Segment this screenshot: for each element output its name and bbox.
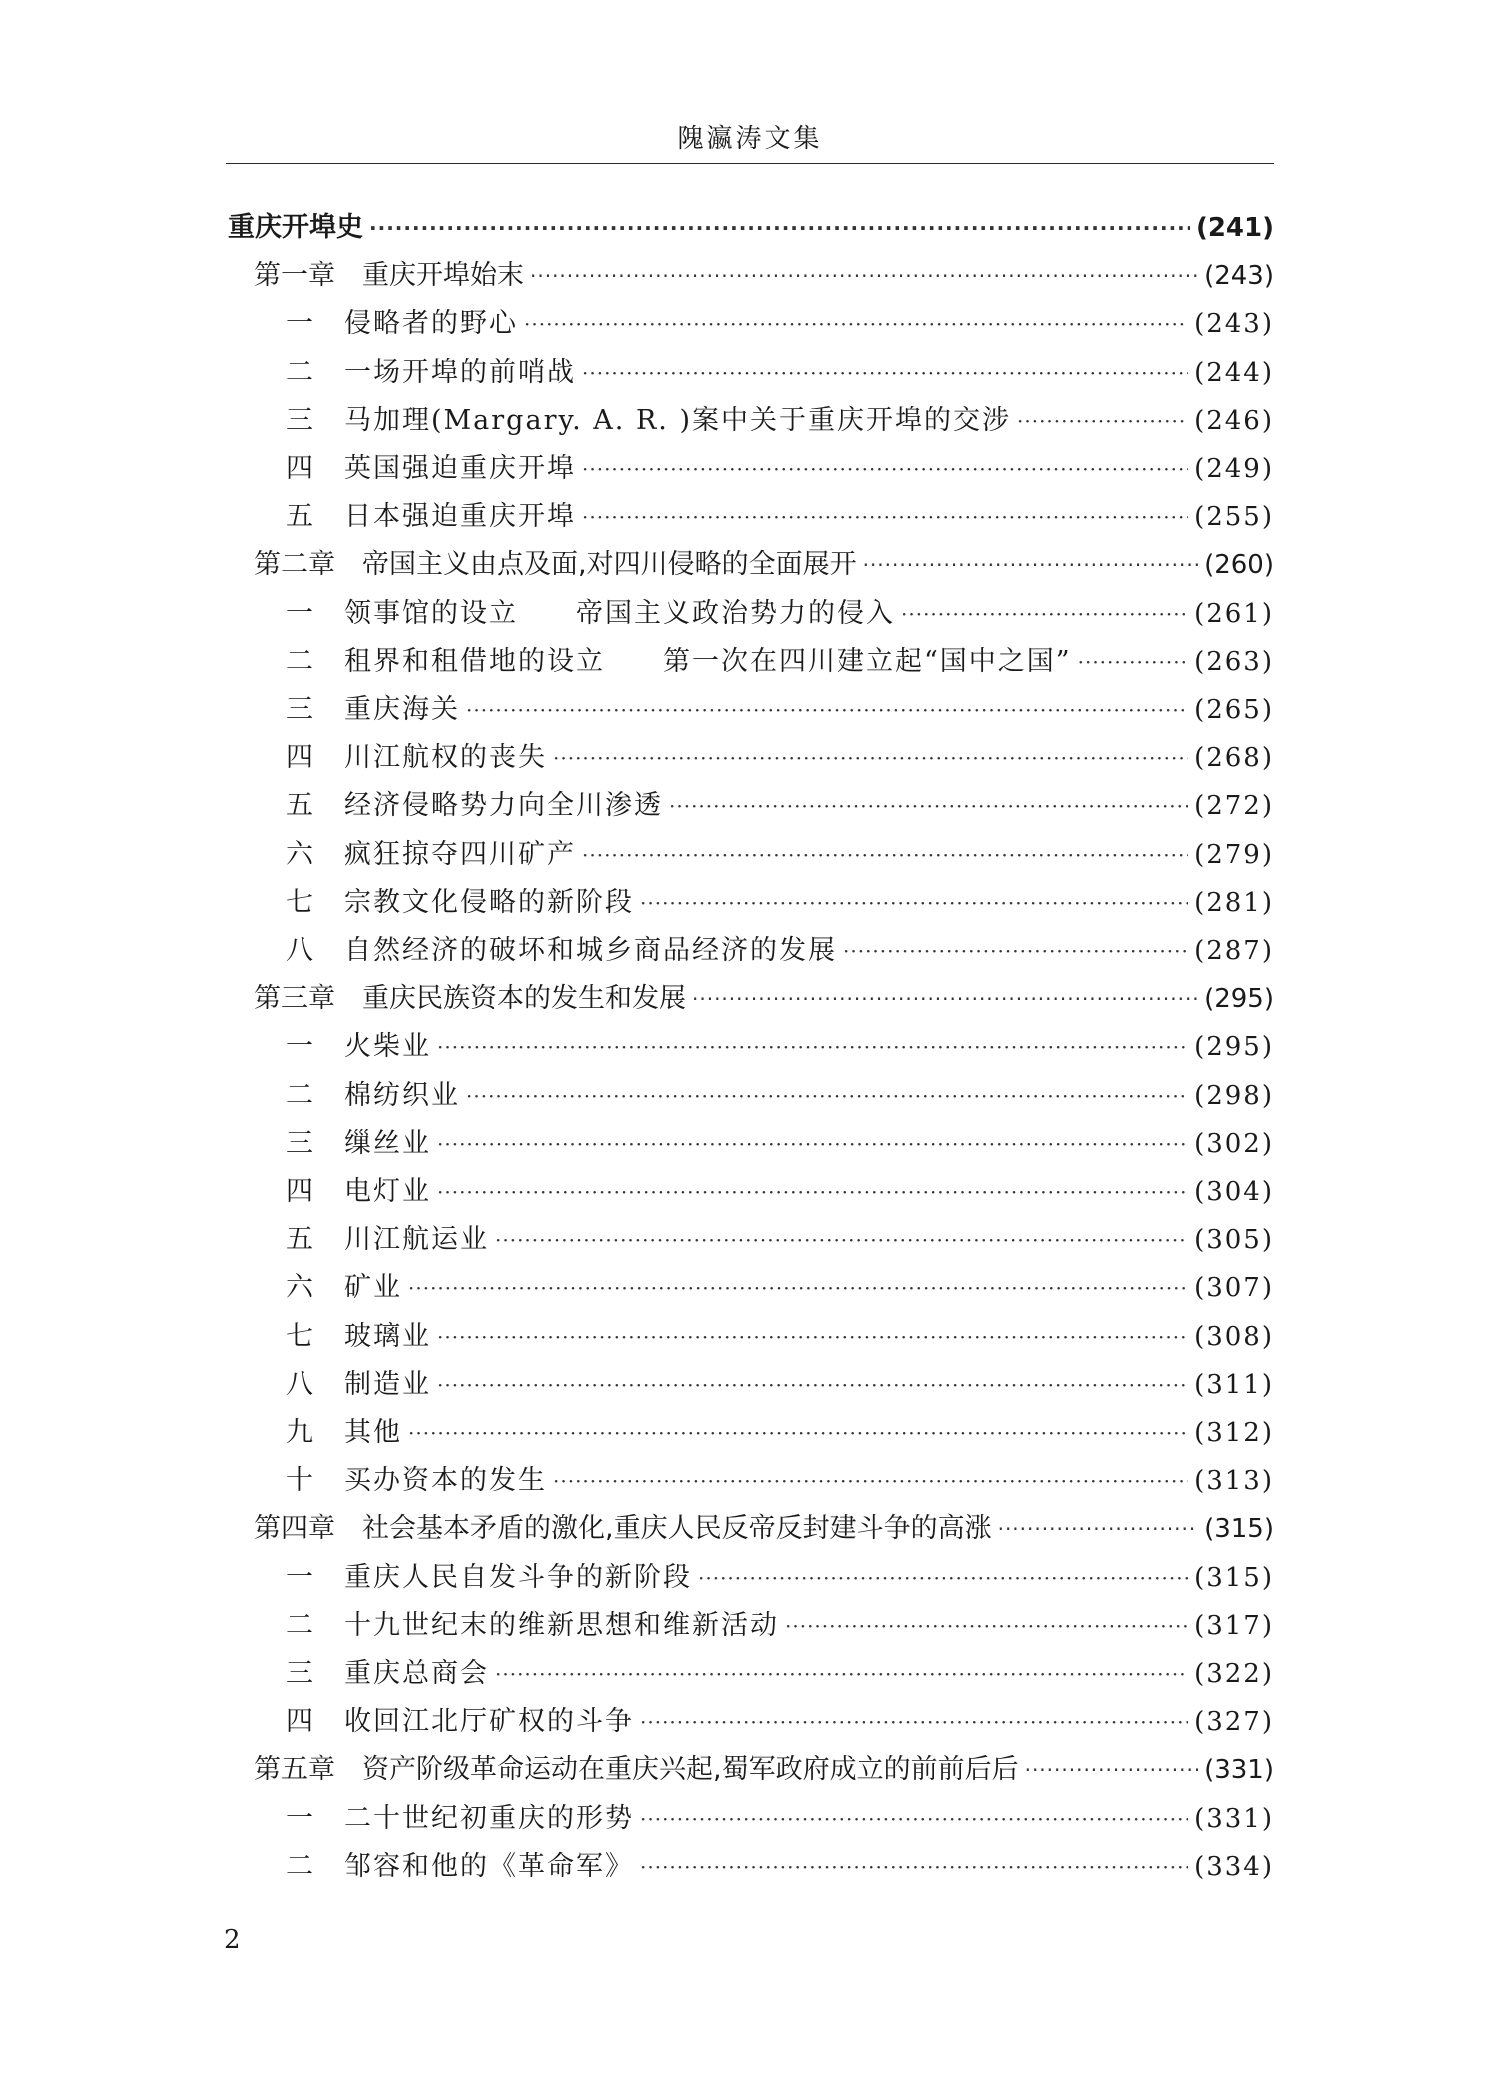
toc-entry-section (286, 1168, 1274, 1216)
toc-entry-section (286, 879, 1274, 927)
toc-entry-section (286, 349, 1274, 397)
toc-entry-title: 四 川江航权的丧失 (286, 742, 547, 774)
toc-entry-title: 二 一场开埠的前哨战 (286, 356, 576, 388)
toc-entry-page: (298) (1194, 1080, 1274, 1111)
dot-leader (524, 300, 1188, 348)
dot-leader (669, 782, 1188, 830)
toc-entry-title: 第二章 帝国主义由点及面,对四川侵略的全面展开 (254, 549, 857, 581)
toc-entry-section (286, 590, 1274, 638)
toc-entry-title: 一 重庆人民自发斗争的新阶段 (286, 1561, 692, 1593)
dot-leader (843, 927, 1188, 975)
toc-entry-page: (315) (1204, 1514, 1274, 1545)
toc-entry-title: 十 买办资本的发生 (286, 1465, 547, 1497)
toc-entry-page: (311) (1194, 1369, 1274, 1400)
toc-entry-page: (246) (1194, 405, 1274, 436)
toc-entry-section (286, 1023, 1274, 1071)
toc-entry-page: (261) (1194, 598, 1274, 629)
toc-entry-section (286, 686, 1274, 734)
toc-entry-title: 一 二十世纪初重庆的形势 (286, 1802, 634, 1834)
dot-leader (437, 1023, 1188, 1071)
toc-entry-title: 二 租界和租借地的设立 第一次在四川建立起“国中之国” (286, 645, 1072, 677)
dot-leader (495, 1650, 1188, 1698)
toc-entry-section (286, 397, 1274, 445)
toc-entry-title: 六 矿业 (286, 1272, 402, 1304)
toc-entry-page: (331) (1194, 1803, 1274, 1834)
dot-leader (437, 1313, 1188, 1361)
toc-entry-page: (243) (1204, 261, 1274, 292)
toc-entry-title: 一 火柴业 (286, 1031, 431, 1063)
toc-entry-page: (287) (1194, 936, 1274, 966)
dot-leader (466, 686, 1188, 734)
toc-entry-title: 第五章 资产阶级革命运动在重庆兴起,蜀军政府成立的前前后后 (254, 1754, 1019, 1786)
dot-leader (998, 1505, 1198, 1553)
toc-entry-page: (265) (1194, 695, 1274, 725)
toc-entry-section (286, 445, 1274, 493)
toc-entry-section (286, 782, 1274, 830)
page-number: 2 (224, 1925, 241, 1955)
dot-leader (466, 1072, 1188, 1120)
toc-entry-title: 五 经济侵略势力向全川渗透 (286, 790, 663, 822)
toc-entry-page: (307) (1194, 1273, 1274, 1304)
toc-entry-page: (305) (1194, 1225, 1274, 1256)
dot-leader (369, 204, 1190, 252)
dot-leader (1078, 638, 1188, 686)
toc-entry-part (228, 204, 1274, 252)
dot-leader (582, 831, 1188, 879)
dot-leader (530, 252, 1198, 300)
toc-entry-page: (255) (1194, 502, 1274, 533)
dot-leader (437, 1120, 1188, 1168)
toc-entry-section (286, 1361, 1274, 1409)
toc-entry-chapter (254, 975, 1274, 1023)
dot-leader (901, 590, 1188, 638)
toc-entry-page: (317) (1194, 1610, 1274, 1641)
dot-leader (692, 975, 1198, 1023)
dot-leader (408, 1409, 1188, 1457)
toc-entry-chapter (254, 1746, 1274, 1794)
toc-entry-section (286, 1409, 1274, 1457)
toc-entry-page: (327) (1194, 1707, 1274, 1738)
toc-entry-section (286, 1216, 1274, 1264)
toc-entry-title: 二 十九世纪末的维新思想和维新活动 (286, 1609, 779, 1641)
toc-entry-page: (244) (1194, 357, 1274, 388)
toc-entry-title: 三 马加理(Margary. A. R. )案中关于重庆开埠的交涉 (286, 404, 1011, 436)
dot-leader (582, 349, 1188, 397)
toc-entry-page: (281) (1194, 887, 1274, 918)
toc-entry-title: 九 其他 (286, 1417, 402, 1448)
toc-entry-section (286, 1650, 1274, 1698)
toc-entry-page: (331) (1204, 1755, 1274, 1786)
toc-entry-title: 八 自然经济的破坏和城乡商品经济的发展 (286, 935, 837, 966)
toc-entry-section (286, 734, 1274, 782)
toc-entry-section (286, 493, 1274, 541)
toc-entry-title: 二 邹容和他的《革命军》 (286, 1850, 634, 1882)
toc-entry-title: 第一章 重庆开埠始末 (254, 260, 524, 292)
dot-leader (640, 879, 1188, 927)
toc-entry-section (286, 1120, 1274, 1168)
dot-leader (698, 1554, 1188, 1602)
dot-leader (582, 445, 1188, 493)
toc-entry-section (286, 1264, 1274, 1312)
dot-leader (437, 1168, 1188, 1216)
toc-entry-section (286, 1698, 1274, 1746)
dot-leader (785, 1602, 1188, 1650)
toc-entry-title: 四 英国强迫重庆开埠 (286, 453, 576, 484)
running-header: 隗瀛涛文集 (677, 124, 823, 154)
dot-leader (863, 541, 1198, 589)
toc-entry-section (286, 1843, 1274, 1891)
toc-entry-title: 三 缫丝业 (286, 1127, 431, 1159)
dot-leader (1025, 1746, 1198, 1794)
toc-entry-title: 一 侵略者的野心 (286, 308, 518, 340)
toc-entry-page: (315) (1194, 1562, 1274, 1593)
toc-entry-title: 三 重庆总商会 (286, 1658, 489, 1689)
dot-leader (640, 1698, 1188, 1746)
toc-entry-page: (322) (1194, 1659, 1274, 1689)
toc-entry-chapter (254, 252, 1274, 300)
toc-entry-chapter (254, 541, 1274, 589)
dot-leader (408, 1264, 1188, 1312)
toc-entry-title: 四 收回江北厅矿权的斗争 (286, 1706, 634, 1738)
dot-leader (495, 1216, 1188, 1264)
toc-entry-title: 八 制造业 (286, 1368, 431, 1400)
dot-leader (582, 493, 1188, 541)
toc-entry-page: (295) (1204, 984, 1274, 1015)
toc-entry-page: (313) (1194, 1466, 1274, 1497)
toc-entry-page: (263) (1194, 646, 1274, 677)
dot-leader (553, 734, 1188, 782)
toc-entry-section (286, 1313, 1274, 1361)
toc-entry-title: 第四章 社会基本矛盾的激化,重庆人民反帝反封建斗争的高涨 (254, 1513, 992, 1545)
toc-entry-page: (243) (1194, 309, 1274, 340)
toc-entry-page: (308) (1194, 1321, 1274, 1352)
dot-leader (1017, 397, 1188, 445)
toc-entry-section (286, 1457, 1274, 1505)
toc-entry-title: 重庆开埠史 (228, 212, 363, 243)
toc-entry-page: (260) (1204, 550, 1274, 581)
toc-entry-section (286, 1554, 1274, 1602)
toc-entry-page: (334) (1194, 1851, 1274, 1882)
toc-entry-title: 七 宗教文化侵略的新阶段 (286, 886, 634, 918)
dot-leader (553, 1457, 1188, 1505)
dot-leader (640, 1795, 1188, 1843)
toc-entry-title: 第三章 重庆民族资本的发生和发展 (254, 983, 686, 1015)
toc-entry-section (286, 638, 1274, 686)
toc-entry-page: (241) (1195, 213, 1274, 243)
toc-entry-section (286, 831, 1274, 879)
toc-entry-title: 四 电灯业 (286, 1176, 431, 1207)
toc-entry-page: (272) (1194, 791, 1274, 822)
toc-entry-section (286, 1072, 1274, 1120)
toc-entry-chapter (254, 1505, 1274, 1553)
toc-entry-title: 一 领事馆的设立 帝国主义政治势力的侵入 (286, 597, 895, 629)
toc-entry-page: (249) (1194, 454, 1274, 484)
toc-entry-section (286, 927, 1274, 975)
toc-entry-section (286, 1602, 1274, 1650)
toc-entry-title: 六 疯狂掠夺四川矿产 (286, 838, 576, 870)
toc-entry-page: (295) (1194, 1032, 1274, 1063)
dot-leader (437, 1361, 1188, 1409)
toc-entry-section (286, 300, 1274, 348)
dot-leader (640, 1843, 1188, 1891)
toc-entry-title: 五 川江航运业 (286, 1224, 489, 1256)
toc-entry-title: 二 棉纺织业 (286, 1079, 460, 1111)
toc-entry-title: 五 日本强迫重庆开埠 (286, 501, 576, 533)
toc-entry-page: (304) (1194, 1177, 1274, 1207)
toc-entry-title: 七 玻璃业 (286, 1320, 431, 1352)
toc-entry-page: (302) (1194, 1128, 1274, 1159)
toc-entry-page: (312) (1194, 1418, 1274, 1448)
toc-entry-title: 三 重庆海关 (286, 694, 460, 725)
toc-entry-section (286, 1795, 1274, 1843)
toc-entry-page: (268) (1194, 743, 1274, 774)
toc-entry-page: (279) (1194, 839, 1274, 870)
